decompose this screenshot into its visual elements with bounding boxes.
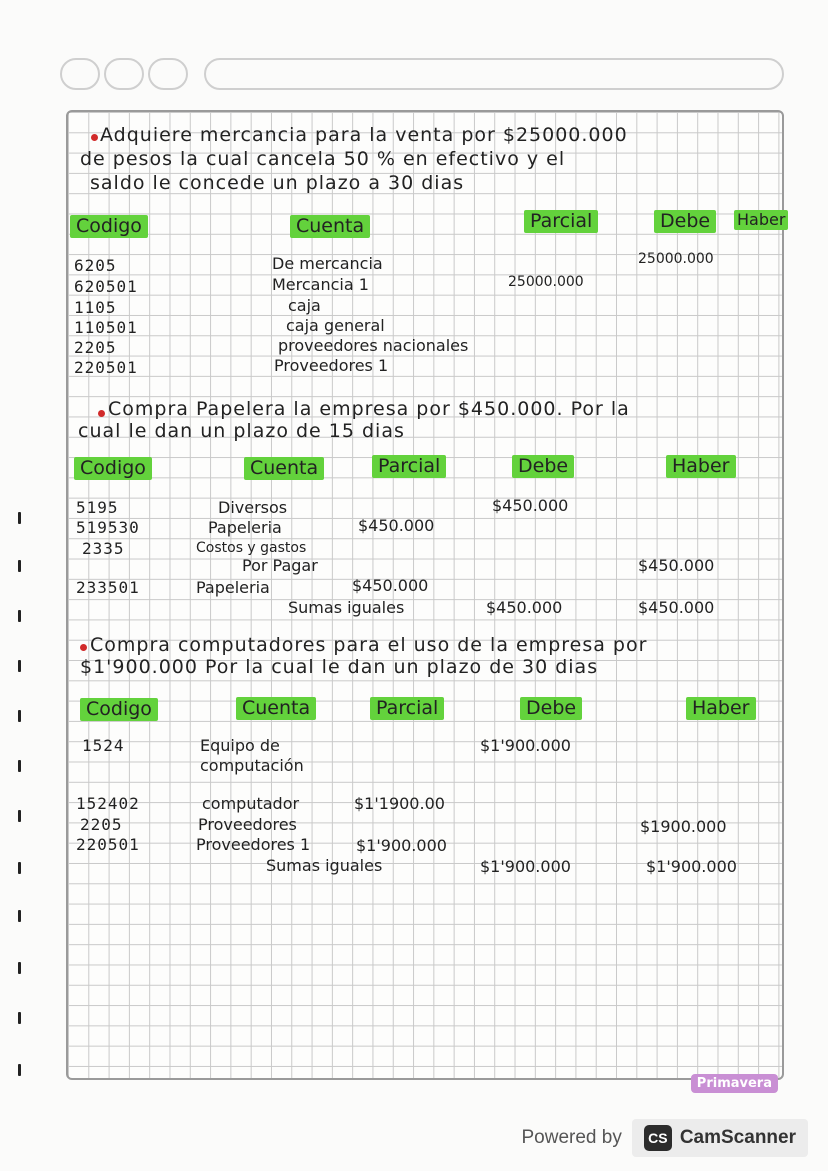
header-cuenta: Cuenta	[244, 457, 324, 480]
row-parcial: $1'900.000	[356, 836, 447, 855]
header-codigo: Codigo	[80, 698, 158, 721]
binder-mark	[18, 1064, 21, 1076]
header-debe: Debe	[520, 697, 582, 720]
row-account: proveedores nacionales	[278, 336, 469, 355]
tab-bar	[204, 58, 784, 90]
row-account: Mercancia 1	[272, 275, 369, 294]
camscanner-icon: CS	[644, 1125, 672, 1151]
section-1-line-1: Adquiere mercancia para la venta por $25000.000	[100, 124, 628, 146]
powered-by-label: Powered by	[521, 1127, 622, 1148]
totals-haber: $1'900.000	[646, 857, 737, 876]
bullet-icon	[91, 134, 98, 141]
row-haber: $450.000	[638, 556, 715, 575]
binder-mark	[18, 660, 21, 672]
row-account: Proveedores	[198, 815, 297, 834]
section-1-line-2: de pesos la cual cancela 50 % en efectivo y el	[80, 148, 566, 170]
row-code: 1524	[82, 736, 125, 755]
row-account: caja general	[286, 316, 385, 335]
section-2-line-2: cual le dan un plazo de 15 dias	[78, 420, 405, 442]
row-code: 220501	[74, 358, 138, 377]
row-code: 5195	[76, 498, 119, 517]
binder-mark	[18, 760, 21, 772]
camscanner-name: CamScanner	[679, 1127, 796, 1148]
section-1-line-3: saldo le concede un plazo a 30 dias	[90, 172, 465, 194]
header-haber: Haber	[686, 697, 756, 720]
row-parcial: 25000.000	[508, 274, 584, 290]
row-code: 152402	[76, 794, 140, 813]
section-3-line-2: $1'900.000 Por la cual le dan un plazo de 30 dias	[80, 656, 599, 678]
bullet-icon	[80, 644, 87, 651]
binder-mark	[18, 560, 21, 572]
row-account: Diversos	[218, 498, 288, 517]
totals-label: Sumas iguales	[288, 598, 405, 617]
totals-debe: $1'900.000	[480, 857, 571, 876]
row-code: 110501	[74, 318, 138, 337]
row-parcial: $450.000	[358, 516, 435, 535]
row-code: 233501	[76, 578, 140, 597]
row-debe: 25000.000	[638, 251, 714, 267]
row-parcial: $1'1900.00	[354, 794, 445, 813]
row-code: 220501	[76, 835, 140, 854]
header-parcial: Parcial	[524, 210, 598, 233]
row-account: De mercancia	[272, 254, 383, 273]
bullet-icon	[98, 410, 105, 417]
row-account: caja	[288, 296, 321, 315]
header-debe: Debe	[512, 455, 574, 478]
row-code: 519530	[76, 518, 140, 537]
row-code: 2205	[74, 338, 117, 357]
row-account: Costos y gastos	[196, 540, 307, 556]
header-parcial: Parcial	[370, 697, 444, 720]
row-code: 6205	[74, 256, 117, 275]
row-account: computación	[200, 756, 304, 775]
row-code: 2335	[82, 539, 125, 558]
row-account: Proveedores 1	[196, 835, 311, 854]
header-debe: Debe	[654, 210, 716, 233]
row-account: Equipo de	[200, 736, 280, 755]
totals-haber: $450.000	[638, 598, 715, 617]
totals-label: Sumas iguales	[266, 856, 383, 875]
row-code: 2205	[80, 815, 123, 834]
totals-debe: $450.000	[486, 598, 563, 617]
header-haber: Haber	[666, 455, 736, 478]
notebook-brand-logo: Primavera	[691, 1074, 778, 1093]
binder-mark	[18, 1012, 21, 1024]
header-haber: Haber	[734, 210, 788, 230]
binder-mark	[18, 610, 21, 622]
binder-mark	[18, 962, 21, 974]
notebook-tab-header	[60, 58, 784, 92]
header-codigo: Codigo	[74, 457, 152, 480]
row-account: Papeleria	[196, 578, 270, 597]
header-parcial: Parcial	[372, 455, 446, 478]
row-haber: $1900.000	[640, 817, 727, 836]
binder-mark	[18, 910, 21, 922]
row-debe: $1'900.000	[480, 736, 571, 755]
row-account: Por Pagar	[242, 556, 318, 575]
camscanner-watermark	[521, 1118, 808, 1158]
row-code: 620501	[74, 277, 138, 296]
row-parcial: $450.000	[352, 576, 429, 595]
section-2-line-1: Compra Papelera la empresa por $450.000. Por la	[108, 398, 630, 420]
row-account: Papeleria	[208, 518, 282, 537]
tab-circle	[104, 58, 144, 90]
row-account: computador	[202, 794, 300, 813]
row-account: Proveedores 1	[274, 356, 389, 375]
header-cuenta: Cuenta	[236, 697, 316, 720]
binder-mark	[18, 862, 21, 874]
binder-mark	[18, 512, 21, 524]
header-cuenta: Cuenta	[290, 215, 370, 238]
tab-circle	[60, 58, 100, 90]
row-debe: $450.000	[492, 496, 569, 515]
row-code: 1105	[74, 298, 117, 317]
header-codigo: Codigo	[70, 215, 148, 238]
camscanner-logo	[632, 1119, 808, 1157]
section-3-line-1: Compra computadores para el uso de la empresa por	[90, 634, 648, 656]
binder-mark	[18, 810, 21, 822]
binder-mark	[18, 710, 21, 722]
tab-circle	[148, 58, 188, 90]
